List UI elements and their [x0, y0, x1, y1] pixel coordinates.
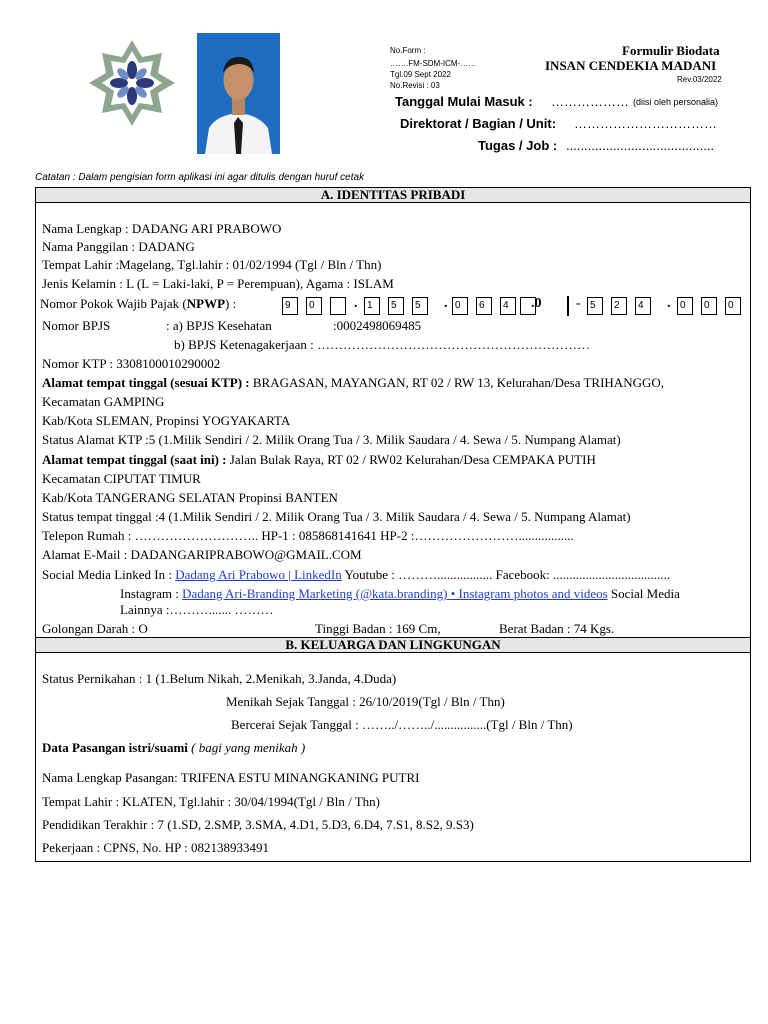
- education: Pendidikan Terakhir : 7 (1.SD, 2.SMP, 3.SMA, 4.D1, 5.D3, 6.D4, 7.S1, 8.S2, 9.S3): [42, 817, 474, 832]
- blood-type: Golongan Darah : O: [42, 621, 148, 636]
- full-name: Nama Lengkap : DADANG ARI PRABOWO: [42, 221, 282, 236]
- npwp-digit[interactable]: 1: [364, 297, 380, 315]
- spouse-name: Nama Lengkap Pasangan: TRIFENA ESTU MINANGKANING PUTRI: [42, 770, 420, 785]
- address-ktp-line3: Kab/Kota SLEMAN, Propinsi YOGYAKARTA: [42, 413, 291, 428]
- npwp-digit[interactable]: 5: [587, 297, 603, 315]
- company-logo: [86, 37, 178, 129]
- npwp-digit[interactable]: 5: [412, 297, 428, 315]
- form-code: …….FM-SDM-ICM-……: [390, 59, 477, 68]
- npwp-digit[interactable]: 0: [452, 297, 468, 315]
- revision-code: Rev.03/2022: [677, 75, 722, 84]
- instagram-link[interactable]: Dadang Ari-Branding Marketing (@kata.branding) • Instagram photos and videos: [182, 586, 608, 601]
- npwp-dash: -: [576, 296, 581, 311]
- address-current-line2: Kecamatan CIPUTAT TIMUR: [42, 471, 201, 486]
- start-date-value[interactable]: ………………: [551, 94, 629, 109]
- birth-place-date: Tempat Lahir :Magelang, Tgl.lahir : 01/02/1994 (Tgl / Bln / Thn): [42, 257, 382, 272]
- bpjs-health-label: : a) BPJS Kesehatan: [166, 318, 272, 333]
- residence-status: Status tempat tinggal :4 (1.Milik Sendiri / 2. Milik Orang Tua / 3. Milik Saudara / 4. Sewa / 5. Numpang Alamat): [42, 509, 631, 524]
- npwp-divider: [567, 296, 569, 316]
- form-title: Formulir Biodata: [622, 43, 720, 58]
- directorate-label: Direktorat / Bagian / Unit:: [400, 116, 557, 131]
- npwp-label: Nomor Pokok Wajib Pajak (NPWP) :: [40, 296, 237, 311]
- occupation: Pekerjaan : CPNS, No. HP : 082138933491: [42, 840, 270, 855]
- phone-numbers: Telepon Rumah : ……………………….. HP-1 : 085868141641 HP-2 :…………………….................: [42, 528, 574, 543]
- institution-name: INSAN CENDEKIA MADANI: [545, 58, 717, 73]
- npwp-separator: .0: [531, 296, 542, 311]
- npwp-digit[interactable]: 0: [725, 297, 741, 315]
- address-current-line1: Alamat tempat tinggal (saat ini) : Jalan Bulak Raya, RT 02 / RW02 Kelurahan/Desa CEMPAKA PUTIH: [42, 452, 596, 467]
- form-number-label: No.Form :: [390, 46, 426, 55]
- npwp-digit[interactable]: 9: [282, 297, 298, 315]
- form-revision: No.Revisi : 03: [390, 81, 440, 90]
- npwp-digit[interactable]: 0: [306, 297, 322, 315]
- npwp-digit[interactable]: 2: [611, 297, 627, 315]
- form-date: Tgl.09 Sept 2022: [390, 70, 451, 79]
- npwp-separator: .: [444, 296, 448, 311]
- npwp-digit[interactable]: 0: [701, 297, 717, 315]
- email: Alamat E-Mail : DADANGARIPRABOWO@GMAIL.COM: [42, 547, 362, 562]
- other-social: Lainnya :………....... ………: [120, 602, 274, 617]
- divorced-since: Bercerai Sejak Tanggal : ……../……../................(Tgl / Bln / Thn): [231, 717, 573, 732]
- social-media-line: Social Media Linked In : Dadang Ari Prabowo | LinkedIn Youtube : ………................. Facebook: ....................................: [42, 567, 670, 582]
- marital-status: Status Pernikahan : 1 (1.Belum Nikah, 2.Menikah, 3.Janda, 4.Duda): [42, 671, 397, 686]
- ktp-number: Nomor KTP : 3308100010290002: [42, 356, 221, 371]
- address-ktp-line2: Kecamatan GAMPING: [42, 394, 165, 409]
- height: Tinggi Badan : 169 Cm,: [315, 621, 441, 636]
- instagram-line: Instagram : Dadang Ari-Branding Marketing (@kata.branding) • Instagram photos and videos Social Media: [120, 586, 680, 601]
- npwp-digit[interactable]: 5: [388, 297, 404, 315]
- bpjs-label: Nomor BPJS: [42, 318, 111, 333]
- npwp-separator: .: [667, 296, 671, 311]
- npwp-digit[interactable]: [330, 297, 346, 315]
- bpjs-health-value: :0002498069485: [333, 318, 422, 333]
- nickname: Nama Panggilan : DADANG: [42, 239, 195, 254]
- form-note: Catatan : Dalam pengisian form aplikasi ini agar ditulis dengan huruf cetak: [35, 172, 365, 183]
- npwp-digit[interactable]: 0: [677, 297, 693, 315]
- job-value[interactable]: .........................................: [566, 138, 715, 153]
- job-label: Tugas / Job :: [478, 138, 558, 153]
- profile-photo: [197, 33, 280, 154]
- directorate-value[interactable]: ……………………………: [574, 116, 717, 131]
- married-since: Menikah Sejak Tanggal : 26/10/2019(Tgl / Bln / Thn): [226, 694, 505, 709]
- npwp-digit[interactable]: 6: [476, 297, 492, 315]
- address-ktp-line1: Alamat tempat tinggal (sesuai KTP) : BRAGASAN, MAYANGAN, RT 02 / RW 13, Kelurahan/Desa TRIHANGGO,: [42, 375, 664, 390]
- weight: Berat Badan : 74 Kgs.: [499, 621, 615, 636]
- npwp-digit[interactable]: 4: [635, 297, 651, 315]
- address-current-line3: Kab/Kota TANGERANG SELATAN Propinsi BANTEN: [42, 490, 338, 505]
- gender-religion: Jenis Kelamin : L (L = Laki-laki, P = Perempuan), Agama : ISLAM: [42, 276, 394, 291]
- section-b-title: B. KELUARGA DAN LINGKUNGAN: [36, 637, 750, 653]
- npwp-digit[interactable]: 4: [500, 297, 516, 315]
- start-date-label: Tanggal Mulai Masuk :: [395, 94, 533, 109]
- start-date-note: (diisi oleh personalia): [633, 97, 719, 107]
- linkedin-link[interactable]: Dadang Ari Prabowo | LinkedIn: [175, 567, 342, 582]
- address-ktp-status: Status Alamat KTP :5 (1.Milik Sendiri / 2. Milik Orang Tua / 3. Milik Saudara / 4. Sewa / 5. Numpang Alamat): [42, 432, 621, 447]
- section-a-title: A. IDENTITAS PRIBADI: [36, 187, 750, 203]
- bpjs-employment: b) BPJS Ketenagakerjaan : ………………………………………………………: [174, 337, 590, 352]
- spouse-data-heading: Data Pasangan istri/suami ( bagi yang menikah ): [42, 740, 306, 755]
- spouse-birth: Tempat Lahir : KLATEN, Tgl.lahir : 30/04/1994(Tgl / Bln / Thn): [42, 794, 381, 809]
- npwp-separator: .: [354, 296, 358, 311]
